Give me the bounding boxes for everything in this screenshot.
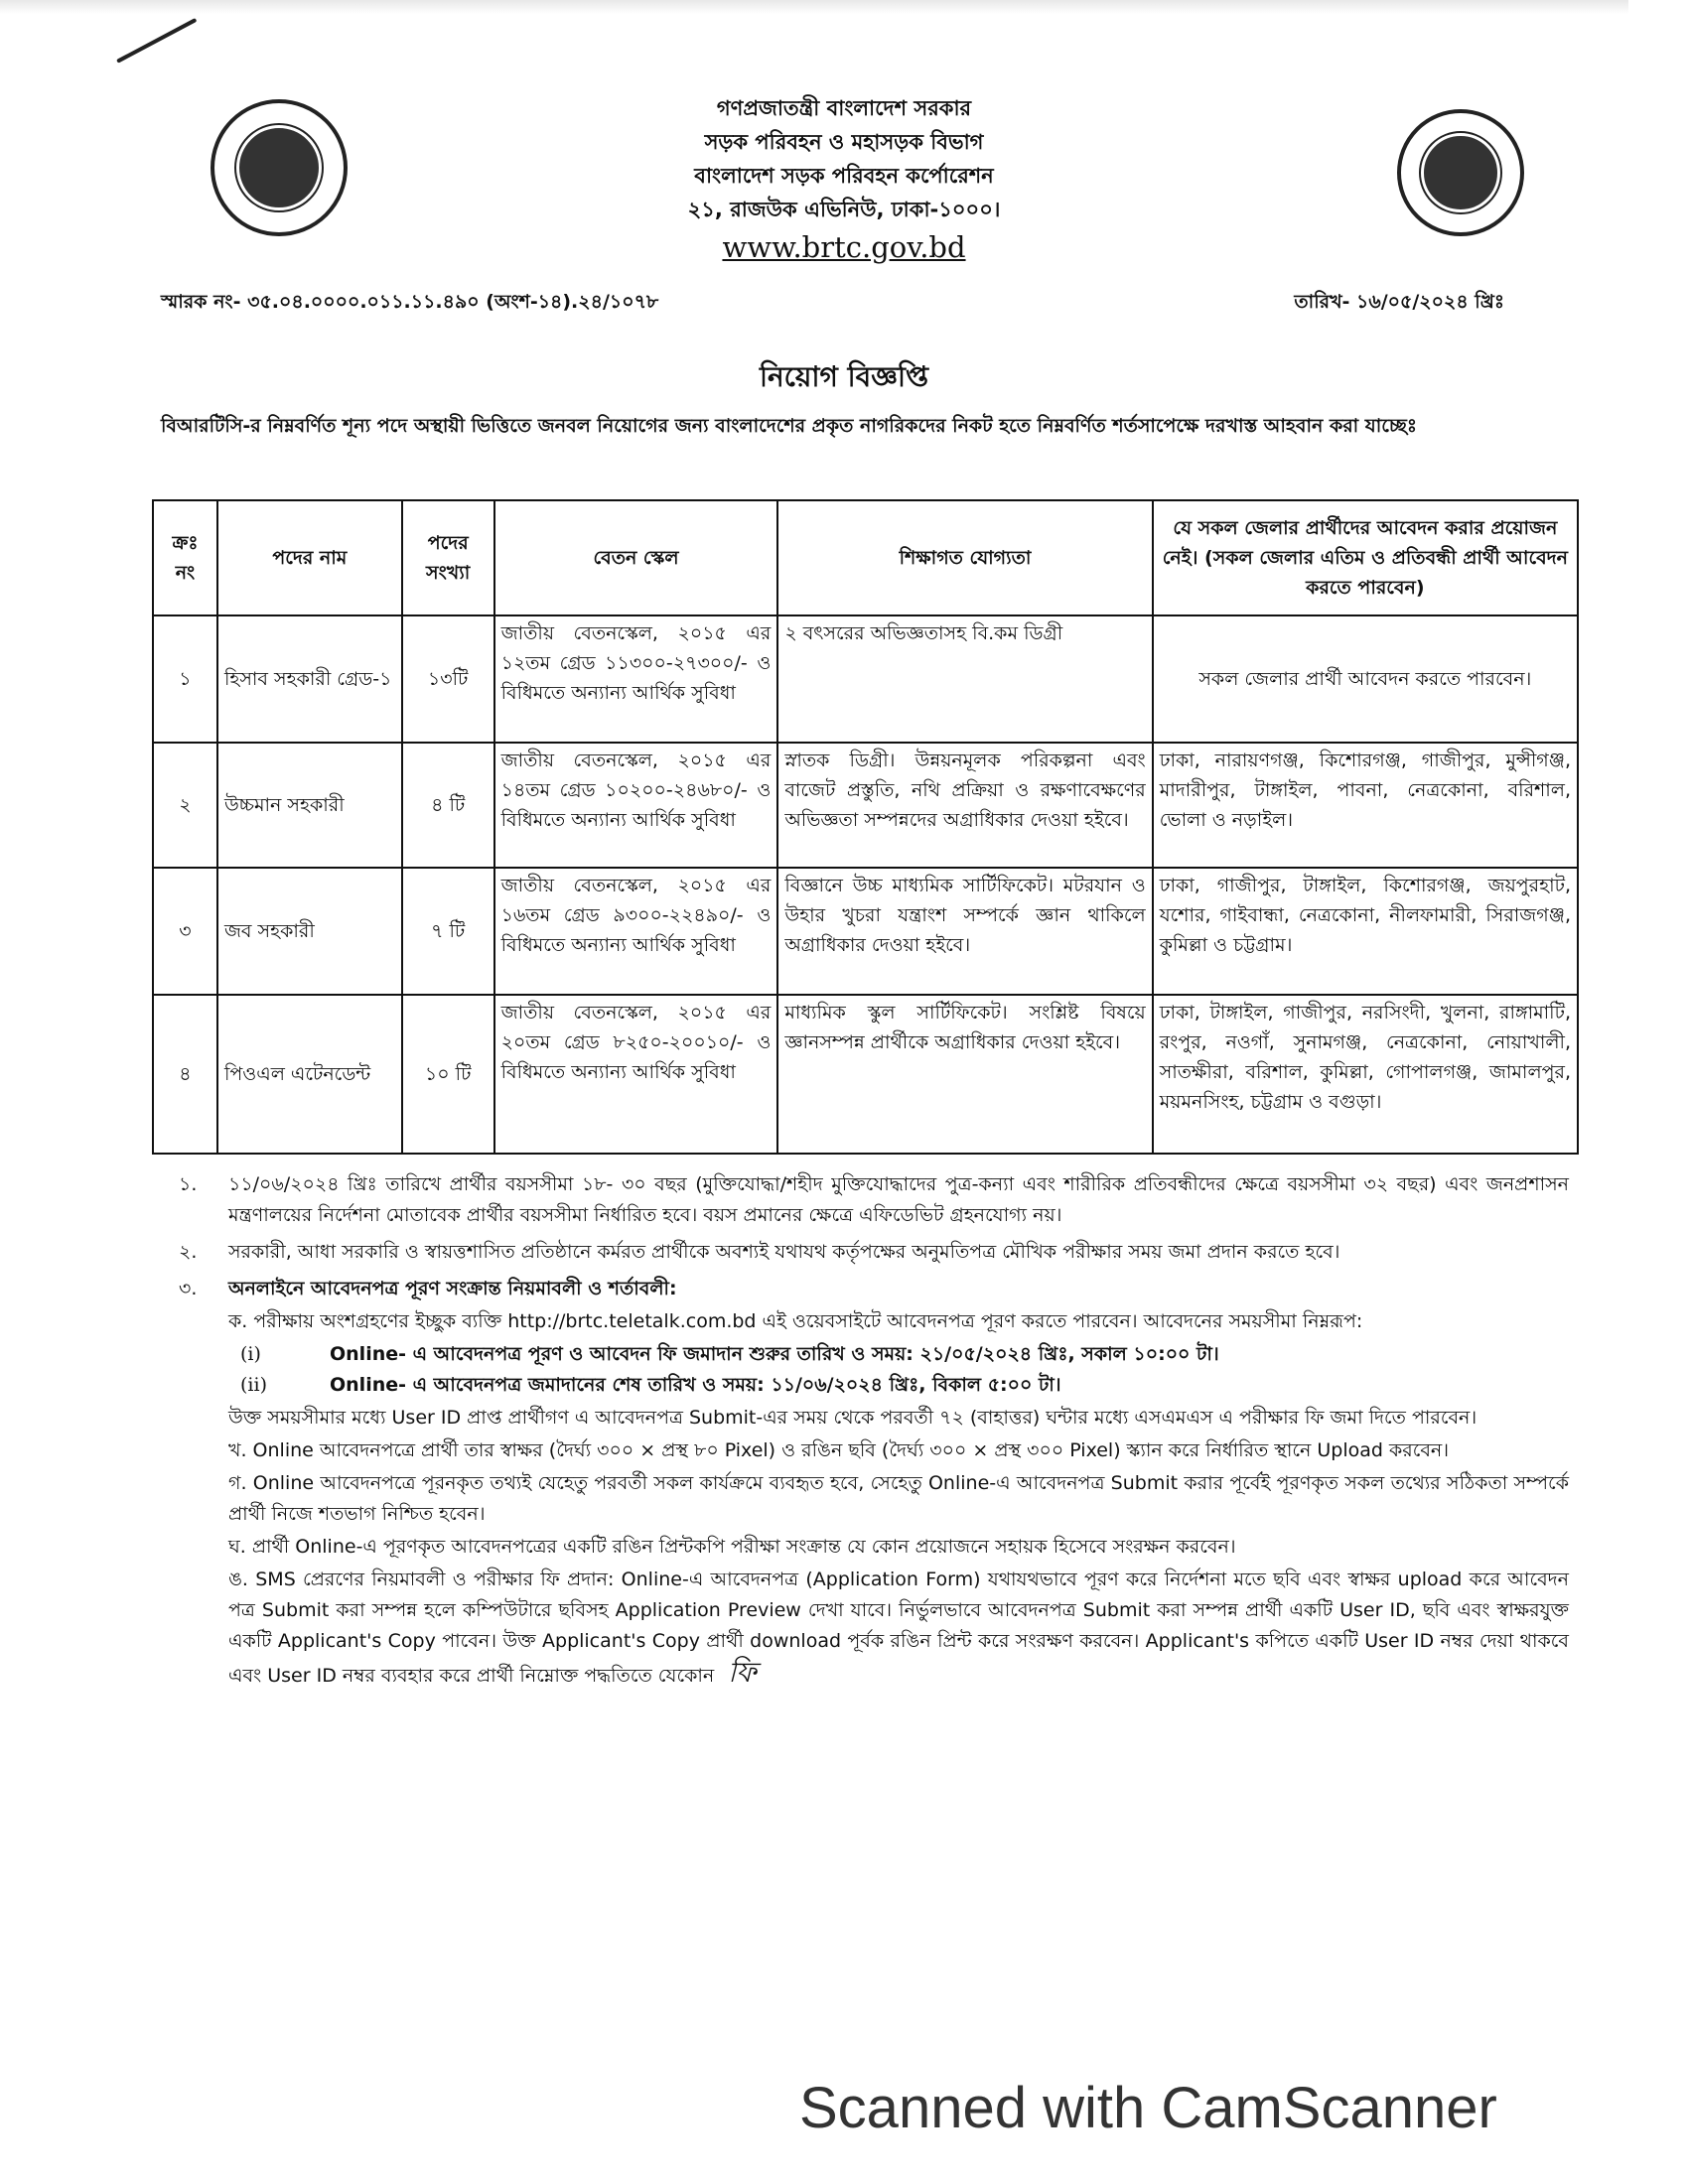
cell-count: ১৩টি: [402, 615, 494, 743]
brtc-logo: [1397, 109, 1524, 236]
cell-serial: ২: [153, 743, 217, 868]
cell-qualification: বিজ্ঞানে উচ্চ মাধ্যমিক সার্টিফিকেট। মটরযান ও উহার খুচরা যন্ত্রাংশ সম্পর্কে জ্ঞান থাকিলে অগ্রাধিকার দেওয়া হইবে।: [777, 868, 1152, 995]
cell-serial: ৪: [153, 995, 217, 1154]
cell-pay-scale: জাতীয় বেতনস্কেল, ২০১৫ এর ২০তম গ্রেড ৮২৫০-২০০১০/- ও বিধিমতে অন্যান্য আর্থিক সুবিধা: [494, 995, 778, 1154]
condition-text: ১১/০৬/২০২৪ খ্রিঃ তারিখে প্রার্থীর বয়সসীমা ১৮- ৩০ বছর (মুক্তিযোদ্ধা/শহীদ মুক্তিযোদ্ধাদের পুত্র-কন্যা এবং শারীরিক প্রতিবন্ধীদের ক্ষেত্রে বয়সসীমা ৩২ বছর) এবং জনপ্রশাসন মন্ত্রণালয়ের নির্দেশনা মোতাবেক প্রার্থীর বয়সসীমা নির্ধারিত হবে। বয়স প্রমানের ক্ষেত্রে এফিডেভিট গ্রহনযোগ্য নয়।: [228, 1173, 1569, 1226]
page-title: নিয়োগ বিজ্ঞপ্তি: [759, 360, 929, 393]
subclause-ga: গ. Online আবেদনপত্রে পূরনকৃত তথ্যই যেহেতু পরবর্তী সকল কার্যক্রমে ব্যবহৃত হবে, সেহেতু Online-এ আবেদনপত্র Submit করার পূর্বেই পূরণকৃত সকল তথ্যের সঠিকতা সম্পর্কে প্রার্থী নিজে শতভাগ নিশ্চিত হবেন।: [228, 1472, 1569, 1525]
table-header-row: [153, 500, 1578, 615]
condition-item: [179, 1274, 1569, 1692]
letterhead-line: সড়ক পরিবহন ও মহাসড়ক বিভাগ: [704, 130, 984, 154]
condition-number: ১.: [179, 1173, 198, 1195]
condition-text: সরকারী, আধা সরকারি ও স্বায়ত্তশাসিত প্রতিষ্ঠানে কর্মরত প্রার্থীকে অবশ্যই যথাযথ কর্তৃপক্ষের অনুমতিপত্র মৌখিক পরীক্ষার সময় জমা প্রদান করতে হবে।: [228, 1241, 1340, 1263]
subclause-ka: ক. পরীক্ষায় অংশগ্রহণের ইচ্ছুক ব্যক্তি http://brtc.teletalk.com.bd এই ওয়েবসাইটে আবেদনপত্র পূরণ করতে পারবেন। আবেদনের সময়সীমা নিম্নরূপ:: [228, 1310, 1363, 1332]
header-post: পদের নাম: [217, 500, 402, 615]
cell-pay-scale: জাতীয় বেতনস্কেল, ২০১৫ এর ১২তম গ্রেড ১১৩০০-২৭৩০০/- ও বিধিমতে অন্যান্য আর্থিক সুবিধা: [494, 615, 778, 743]
condition-item: [179, 1169, 1569, 1231]
intro-paragraph: বিআরটিসি-র নিম্নবর্ণিত শূন্য পদে অস্থায়ী ভিত্তিতে জনবল নিয়োগের জন্য বাংলাদেশের প্রকৃত নাগরিকদের নিকট হতে নিম্নবর্ণিত শর্তসাপেক্ষে দরখাস্ত আহবান করা যাচ্ছেঃ: [161, 415, 1418, 437]
memo-number: স্মারক নং- ৩৫.০৪.০০০০.০১১.১১.৪৯০ (অংশ-১৪).২৪/১০৭৮: [161, 291, 659, 313]
cell-post: উচ্চমান সহকারী: [217, 743, 402, 868]
cell-count: ১০ টি: [402, 995, 494, 1154]
header-qualification: শিক্ষাগত যোগ্যতা: [777, 500, 1152, 615]
table-row: [153, 743, 1578, 868]
camscanner-watermark: Scanned with CamScanner: [799, 2076, 1497, 2140]
table-row: [153, 868, 1578, 995]
scan-shadow: [0, 0, 1628, 14]
cell-districts: ঢাকা, নারায়ণগঞ্জ, কিশোরগঞ্জ, গাজীপুর, মুন্সীগঞ্জ, মাদারীপুর, টাঙ্গাইল, পাবনা, নেত্রকোনা, বরিশাল, ভোলা ও নড়াইল।: [1153, 743, 1578, 868]
timeline-item: [240, 1370, 1569, 1401]
cell-districts: ঢাকা, টাঙ্গাইল, গাজীপুর, নরসিংদী, খুলনা, রাঙ্গামাটি, রংপুর, নওগাঁ, সুনামগঞ্জ, নেত্রকোনা, নোয়াখালী, সাতক্ষীরা, বরিশাল, কুমিল্লা, গোপালগঞ্জ, জামালপুর, ময়মনসিংহ, চট্টগ্রাম ও বগুড়া।: [1153, 995, 1578, 1154]
cell-districts: সকল জেলার প্রার্থী আবেদন করতে পারবেন।: [1153, 615, 1578, 743]
header-districts: যে সকল জেলার প্রার্থীদের আবেদন করার প্রয়োজন নেই। (সকল জেলার এতিম ও প্রতিবন্ধী প্রার্থী আবেদন করতে পারবেন): [1153, 500, 1578, 615]
cell-count: ৭ টি: [402, 868, 494, 995]
header-count: পদের সংখ্যা: [402, 500, 494, 615]
cell-serial: ৩: [153, 868, 217, 995]
cell-qualification: ২ বৎসরের অভিজ্ঞতাসহ বি.কম ডিগ্রী: [777, 615, 1152, 743]
cell-districts: ঢাকা, গাজীপুর, টাঙ্গাইল, কিশোরগঞ্জ, জয়পুরহাট, যশোর, গাইবান্ধা, নেত্রকোনা, নীলফামারী, সিরাজগঞ্জ, কুমিল্লা ও চট্টগ্রাম।: [1153, 868, 1578, 995]
timeline-roman: (ii): [240, 1374, 267, 1396]
government-seal-logo: [211, 99, 348, 236]
subclause-uma: [228, 1565, 1569, 1692]
timeline-roman: (i): [240, 1343, 261, 1365]
letterhead-address: ২১, রাজউক এভিনিউ, ঢাকা-১০০০।: [687, 198, 1001, 221]
table-row: [153, 615, 1578, 743]
timeline-text: Online- এ আবেদনপত্র জমাদানের শেষ তারিখ ও সময়: ১১/০৬/২০২৪ খ্রিঃ, বিকাল ৫:০০ টা।: [330, 1374, 1061, 1396]
issue-date: তারিখ- ১৬/০৫/২০২৪ খ্রিঃ: [1294, 291, 1504, 313]
conditions-list: [179, 1169, 1569, 1698]
condition-item: [179, 1237, 1569, 1268]
cell-post: পিওএল এটেনডেন্ট: [217, 995, 402, 1154]
condition-number: ৩.: [179, 1278, 198, 1299]
condition-heading: অনলাইনে আবেদনপত্র পূরণ সংক্রান্ত নিয়মাবলী ও শর্তাবলী:: [228, 1278, 677, 1299]
header-pay-scale: বেতন স্কেল: [494, 500, 778, 615]
cell-pay-scale: জাতীয় বেতনস্কেল, ২০১৫ এর ১৪তম গ্রেড ১০২০০-২৪৬৮০/- ও বিধিমতে অন্যান্য আর্থিক সুবিধা: [494, 743, 778, 868]
cell-pay-scale: জাতীয় বেতনস্কেল, ২০১৫ এর ১৬তম গ্রেড ৯৩০০-২২৪৯০/- ও বিধিমতে অন্যান্য আর্থিক সুবিধা: [494, 868, 778, 995]
subclause-gha: ঘ. প্রার্থী Online-এ পূরণকৃত আবেদনপত্রের একটি রঙিন প্রিন্টকপি পরীক্ষা সংক্রান্ত যে কোন প্রয়োজনে সহায়ক হিসেবে সংরক্ষন করবেন।: [228, 1536, 1236, 1558]
subclause-uma-text: ঙ. SMS প্রেরণের নিয়মাবলী ও পরীক্ষার ফি প্রদান: Online-এ আবেদনপত্র (Application Form) যথাযথভাবে পূরণ করে নির্দেশনা মতে ছবি এবং স্বাক্ষর upload করে আবেদন পত্র Submit করা সম্পন্ন হলে কম্পিউটারে ছবিসহ Application Preview দেখা যাবে। নির্ভুলভাবে আবেদনপত্র Submit করা সম্পন্ন প্রার্থী একটি User ID, ছবি এবং স্বাক্ষরযুক্ত একটি Applicant's Copy পাবেন। উক্ত Applicant's Copy প্রার্থী download পূর্বক রঙিন প্রিন্ট করে সংরক্ষণ করবেন। Applicant's কপিতে একটি User ID নম্বর দেয়া থাকবে এবং User ID নম্বর ব্যবহার করে প্রার্থী নিম্নোক্ত পদ্ধতিতে যেকোন: [228, 1569, 1569, 1687]
cell-post: হিসাব সহকারী গ্রেড-১: [217, 615, 402, 743]
timeline-text: Online- এ আবেদনপত্র পূরণ ও আবেদন ফি জমাদান শুরুর তারিখ ও সময়: ২১/০৫/২০২৪ খ্রিঃ, সকাল ১০:০০ টা।: [330, 1343, 1219, 1365]
cell-count: ৪ টি: [402, 743, 494, 868]
cell-qualification: স্নাতক ডিগ্রী। উন্নয়নমূলক পরিকল্পনা এবং বাজেট প্রস্তুতি, নথি প্রক্রিয়া ও রক্ষণাবেক্ষণের অভিজ্ঞতা সম্পন্নদের অগ্রাধিকার দেওয়া হইবে।: [777, 743, 1152, 868]
cell-post: জব সহকারী: [217, 868, 402, 995]
table-row: [153, 995, 1578, 1154]
letterhead-line: গণপ্রজাতন্ত্রী বাংলাদেশ সরকার: [716, 96, 972, 120]
cell-qualification: মাধ্যমিক স্কুল সার্টিফিকেট। সংশ্লিষ্ট বিষয়ে জ্ঞানসম্পন্ন প্রার্থীকে অগ্রাধিকার দেওয়া হইবে।: [777, 995, 1152, 1154]
cell-serial: ১: [153, 615, 217, 743]
condition-number: ২.: [179, 1241, 198, 1263]
vacancy-table: [152, 499, 1579, 1155]
timeline-item: [240, 1339, 1569, 1370]
letterhead: [496, 91, 1192, 268]
sms-fee-note: উক্ত সময়সীমার মধ্যে User ID প্রাপ্ত প্রার্থীগণ এ আবেদনপত্র Submit-এর সময় থেকে পরবর্তী ৭২ (বাহাত্তর) ঘন্টার মধ্যে এসএমএস এ পরীক্ষার ফি জমা দিতে পারবেন।: [228, 1407, 1477, 1429]
subclause-kha: খ. Online আবেদনপত্রে প্রার্থী তার স্বাক্ষর (দৈর্ঘ্য ৩০০ × প্রস্থ ৮০ Pixel) ও রঙিন ছবি (দৈর্ঘ্য ৩০০ × প্রস্থ ৩০০ Pixel) স্ক্যান করে নির্ধারিত স্থানে Upload করবেন।: [228, 1439, 1450, 1461]
page-initial-signature: ফি: [728, 1656, 757, 1689]
website-link[interactable]: www.brtc.gov.bd: [722, 230, 966, 264]
header-serial: ক্রঃ নং: [153, 500, 217, 615]
pen-mark: [116, 18, 197, 64]
letterhead-line: বাংলাদেশ সড়ক পরিবহন কর্পোরেশন: [694, 164, 994, 188]
